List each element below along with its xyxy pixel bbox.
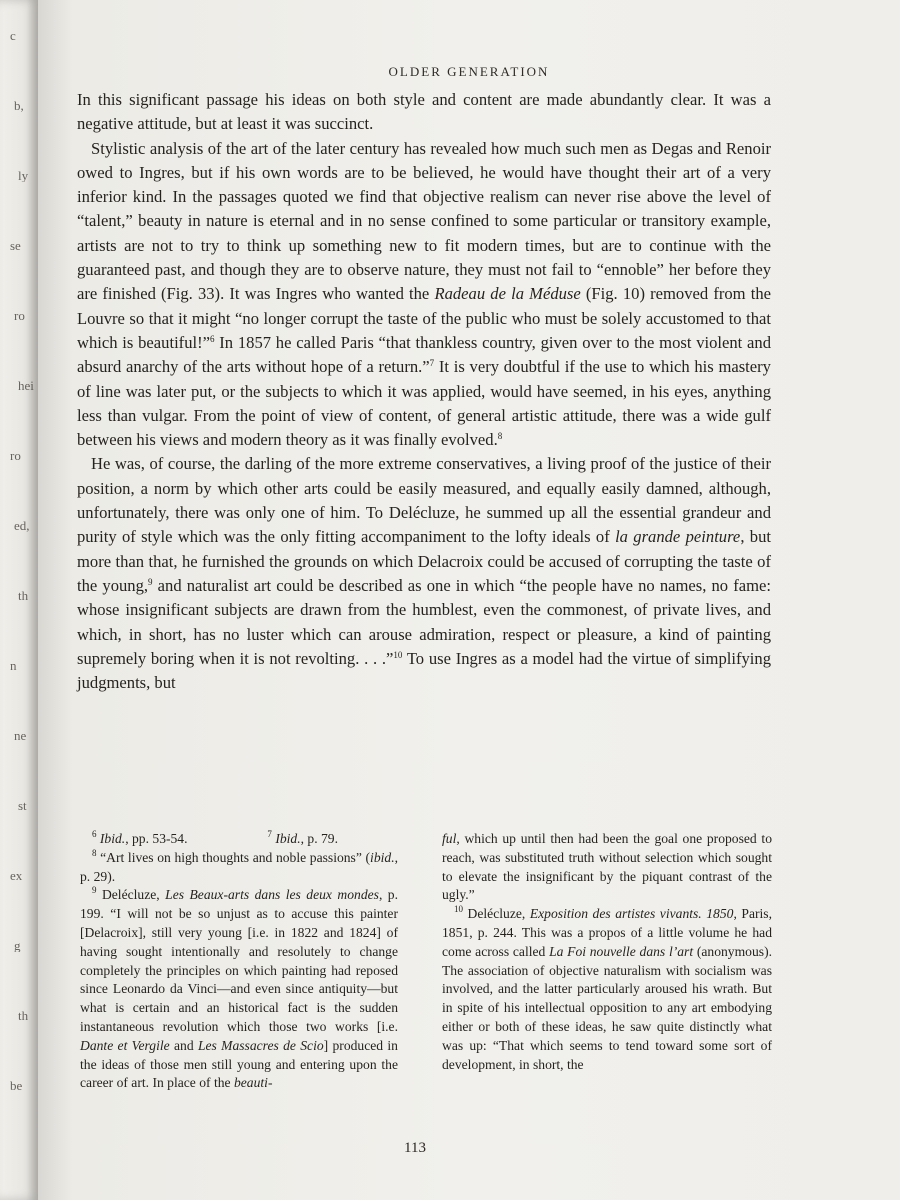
facing-page-fragment: ly xyxy=(18,170,29,182)
facing-page-fragment: ed, xyxy=(14,520,30,532)
body-text xyxy=(77,88,771,695)
facing-page-fragment: be xyxy=(10,1080,23,1092)
page-number: 113 xyxy=(404,1140,426,1156)
facing-page-edge xyxy=(0,0,38,1200)
footnote-7: $^7$ Ibid., p. 79. xyxy=(267,829,338,846)
footnote-9: $^9$ Delécluze, Les Beaux-arts dans les deux mondes, p. 199. “I will not be so unjust as to accuse this painter [Delacroix], still very young [i.e. in 1822 and 1824] of having sought intentionally and resolutely to change completely the principles on which painting had reposed since Leonardo da Vinci—and even since antiquity—but what is certain and an historical fact is the sudden instantaneous revolution which those two works [i.e. Dante et Vergile and Les Massacres de Scio] produced in the ideas of those men still young and entering upon the career of art. In place of the beauti- xyxy=(80,885,399,1091)
facing-page-fragment: hei xyxy=(18,380,34,392)
footnote-10: $^{10}$ Delécluze, Exposition des artistes vivants. 1850, Paris, 1851, p. 244. This was a propos of a little volume he had come across called La Foi nouvelle dans l’art (anonymous). The association of objective naturalism with socialism was involved, and the latter particularly aroused his wrath. But in spite of his intellectual opposition to any art embodying either or both of these ideas, he saw quite distinctly what was up: “That which seems to tend toward some sort of development, in short, the xyxy=(442,904,772,1072)
facing-page-fragment: b, xyxy=(14,100,24,112)
facing-page-fragment: ro xyxy=(10,450,21,462)
paragraph-3: He was, of course, the darling of the more extreme conservatives, a living proof of the justice of their position, a norm by which other arts could be easily measured, and equally easily damned, although, unfortunately, there was only one of him. To Delécluze, he summed up all the essential grandeur and purity of style which was the only fitting accompaniment to the lofty ideals of la grande peinture, but more than that, he furnished the grounds on which Delacroix could be accused of corrupting the taste of the young,$^9$ and naturalist art could be described as one in which “the people have no names, no fame: whose insignificant subjects are drawn from the humblest, even the commonest, of private lives, and which, in short, has no luster which can arouse admiration, respect or pleasure, a kind of painting supremely boring when it is not revolting. . . .”$^{10}$ To use Ingres as a model had the virtue of simplifying judgments, but xyxy=(77,454,771,693)
footnote-6: $^6$ Ibid., pp. 53-54. xyxy=(92,829,188,846)
facing-page-fragment: ro xyxy=(14,310,25,322)
facing-page-fragment: st xyxy=(18,800,27,812)
facing-page-fragment: ne xyxy=(14,730,27,742)
paragraph-1: In this significant passage his ideas on both style and content are made abundantly clear. It was a negative attitude, but at least it was succinct. xyxy=(77,90,771,134)
footnotes-right-column xyxy=(442,830,772,1074)
facing-page-fragment: th xyxy=(18,590,29,602)
footnotes-6-7 xyxy=(80,830,398,849)
footnote-9-continued: ful, which up until then had been the goal one proposed to reach, was substituted truth without selection which sought to elevate the insignificant by the piquant contrast of the ugly.” xyxy=(442,831,772,903)
facing-page-fragment: c xyxy=(10,30,16,42)
facing-page-fragment: n xyxy=(10,660,17,672)
footnotes-left-column xyxy=(80,830,398,1093)
paragraph-2: Stylistic analysis of the art of the later century has revealed how much such men as Degas and Renoir owed to Ingres, but if his own words are to be believed, he would have thought their art of a very inferior kind. In the passages quoted we find that objective realism can never rise above the level of “talent,” beauty in nature is eternal and in no sense confined to some particular or transitory example, artists are not to try to think up something new to fit modern times, but are to continue with the guaranteed past, and though they are to observe nature, they must not fail to “ennoble” her before they are finished (Fig. 33). It was Ingres who wanted the Radeau de la Méduse (Fig. 10) removed from the Louvre so that it might “no longer corrupt the taste of the public who must be solely accustomed to that which is beautiful!”$^6$ In 1857 he called Paris “that thankless country, given over to the most violent and absurd anarchy of the arts without hope of a return.”$^7$ It is very doubtful if the use to which his mastery of line was later put, or the subjects to which it was applied, would have seemed, in his eyes, anything less than vulgar. From the point of view of content, of general artistic attitude, there was a wide gulf between his views and modern theory as it was finally evolved.$^8$ xyxy=(77,138,771,450)
facing-page-fragment: th xyxy=(18,1010,29,1022)
facing-page-fragment: g xyxy=(14,940,21,952)
facing-page-fragment: se xyxy=(10,240,21,252)
facing-page-fragment: ex xyxy=(10,870,23,882)
footnote-8: $^8$ “Art lives on high thoughts and noble passions” (ibid., p. 29). xyxy=(80,847,398,884)
running-head: OLDER GENERATION xyxy=(388,64,550,79)
